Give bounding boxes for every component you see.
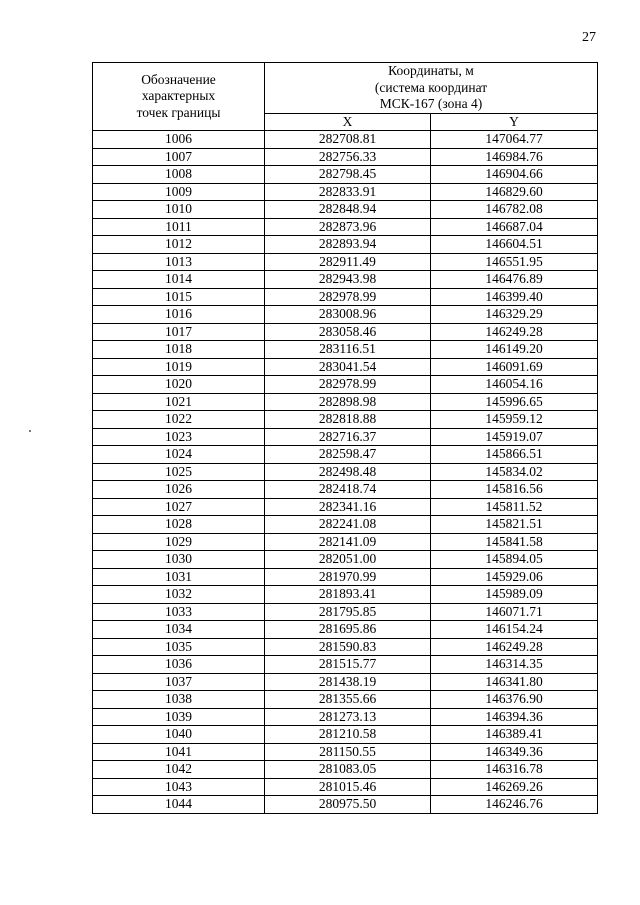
x-coordinate-cell: 282978.99 [265,376,431,394]
point-id-cell: 1032 [93,586,265,604]
y-coordinate-cell: 146249.28 [431,323,598,341]
table-row [93,673,598,691]
x-coordinate-cell: 282893.94 [265,236,431,254]
point-id-cell: 1028 [93,516,265,534]
y-coordinate-cell: 146389.41 [431,726,598,744]
y-coordinate-cell: 145996.65 [431,393,598,411]
table-row [93,761,598,779]
header-x: X [265,113,431,131]
x-coordinate-cell: 281795.85 [265,603,431,621]
y-coordinate-cell: 145821.51 [431,516,598,534]
point-id-cell: 1011 [93,218,265,236]
table-row [93,131,598,149]
point-id-cell: 1043 [93,778,265,796]
point-id-cell: 1036 [93,656,265,674]
table-row [93,638,598,656]
x-coordinate-cell: 282241.08 [265,516,431,534]
table-row [93,218,598,236]
table-row [93,183,598,201]
point-id-cell: 1018 [93,341,265,359]
point-id-cell: 1010 [93,201,265,219]
point-id-cell: 1027 [93,498,265,516]
table-row [93,236,598,254]
point-id-cell: 1025 [93,463,265,481]
table-row [93,253,598,271]
point-id-cell: 1037 [93,673,265,691]
y-coordinate-cell: 146249.28 [431,638,598,656]
table-row [93,498,598,516]
x-coordinate-cell: 281273.13 [265,708,431,726]
y-coordinate-cell: 146054.16 [431,376,598,394]
y-coordinate-cell: 146687.04 [431,218,598,236]
point-id-cell: 1007 [93,148,265,166]
x-coordinate-cell: 282716.37 [265,428,431,446]
page-number: 27 [582,30,596,45]
y-coordinate-cell: 145841.58 [431,533,598,551]
table-row [93,428,598,446]
table-row [93,271,598,289]
y-coordinate-cell: 146341.80 [431,673,598,691]
y-coordinate-cell: 145919.07 [431,428,598,446]
x-coordinate-cell: 282141.09 [265,533,431,551]
y-coordinate-cell: 146329.29 [431,306,598,324]
table-row [93,411,598,429]
x-coordinate-cell: 282818.88 [265,411,431,429]
table-row [93,691,598,709]
x-coordinate-cell: 281590.83 [265,638,431,656]
table-row [93,288,598,306]
table-row [93,446,598,464]
table-row [93,201,598,219]
x-coordinate-cell: 281438.19 [265,673,431,691]
point-id-cell: 1040 [93,726,265,744]
x-coordinate-cell: 282848.94 [265,201,431,219]
y-coordinate-cell: 146246.76 [431,796,598,814]
table-row [93,551,598,569]
x-coordinate-cell: 282051.00 [265,551,431,569]
table-row [93,656,598,674]
table-row [93,376,598,394]
x-coordinate-cell: 281150.55 [265,743,431,761]
x-coordinate-cell: 281970.99 [265,568,431,586]
header-group-line: Координаты, м [388,63,474,78]
y-coordinate-cell: 146376.90 [431,691,598,709]
header-group-line: (система координат [374,79,488,95]
header-col1-line: характерных [141,88,216,104]
coordinates-table [92,62,598,814]
point-id-cell: 1038 [93,691,265,709]
x-coordinate-cell: 281515.77 [265,656,431,674]
y-coordinate-cell: 146154.24 [431,621,598,639]
point-id-cell: 1042 [93,761,265,779]
point-id-cell: 1020 [93,376,265,394]
y-coordinate-cell: 146604.51 [431,236,598,254]
table-row [93,166,598,184]
x-coordinate-cell: 282418.74 [265,481,431,499]
y-coordinate-cell: 146314.35 [431,656,598,674]
point-id-cell: 1008 [93,166,265,184]
table-row [93,306,598,324]
header-point-designation [93,63,265,131]
x-coordinate-cell: 282598.47 [265,446,431,464]
x-coordinate-cell: 282943.98 [265,271,431,289]
y-coordinate-cell: 146399.40 [431,288,598,306]
point-id-cell: 1009 [93,183,265,201]
x-coordinate-cell: 282911.49 [265,253,431,271]
point-id-cell: 1016 [93,306,265,324]
table-row [93,708,598,726]
y-coordinate-cell: 145811.52 [431,498,598,516]
y-coordinate-cell: 145929.06 [431,568,598,586]
x-coordinate-cell: 281695.86 [265,621,431,639]
y-coordinate-cell: 146476.89 [431,271,598,289]
x-coordinate-cell: 282833.91 [265,183,431,201]
x-coordinate-cell: 283058.46 [265,323,431,341]
table-row [93,516,598,534]
scan-speck [29,430,31,432]
x-coordinate-cell: 283041.54 [265,358,431,376]
x-coordinate-cell: 281355.66 [265,691,431,709]
point-id-cell: 1039 [93,708,265,726]
point-id-cell: 1035 [93,638,265,656]
y-coordinate-cell: 145866.51 [431,446,598,464]
table-row [93,621,598,639]
y-coordinate-cell: 146829.60 [431,183,598,201]
header-col1-line: Обозначение [141,71,216,87]
x-coordinate-cell: 281893.41 [265,586,431,604]
header-col1-line: точек границы [136,104,221,120]
table-row [93,586,598,604]
table-row [93,568,598,586]
table-row [93,358,598,376]
header-group-line: МСК-167 (зона 4) [379,96,483,111]
y-coordinate-cell: 146904.66 [431,166,598,184]
table-row [93,481,598,499]
table-row [93,323,598,341]
x-coordinate-cell: 282498.48 [265,463,431,481]
y-coordinate-cell: 146551.95 [431,253,598,271]
x-coordinate-cell: 282341.16 [265,498,431,516]
x-coordinate-cell: 282756.33 [265,148,431,166]
y-coordinate-cell: 146394.36 [431,708,598,726]
x-coordinate-cell: 282898.98 [265,393,431,411]
point-id-cell: 1030 [93,551,265,569]
y-coordinate-cell: 146269.26 [431,778,598,796]
x-coordinate-cell: 282708.81 [265,131,431,149]
y-coordinate-cell: 146091.69 [431,358,598,376]
x-coordinate-cell: 280975.50 [265,796,431,814]
header-coordinates-group [265,63,598,114]
table-row [93,726,598,744]
point-id-cell: 1031 [93,568,265,586]
x-coordinate-cell: 282873.96 [265,218,431,236]
table-row [93,603,598,621]
table-row [93,393,598,411]
table-row [93,778,598,796]
point-id-cell: 1024 [93,446,265,464]
header-y: Y [431,113,598,131]
point-id-cell: 1029 [93,533,265,551]
point-id-cell: 1017 [93,323,265,341]
y-coordinate-cell: 147064.77 [431,131,598,149]
point-id-cell: 1033 [93,603,265,621]
y-coordinate-cell: 146316.78 [431,761,598,779]
point-id-cell: 1022 [93,411,265,429]
table-row [93,463,598,481]
point-id-cell: 1019 [93,358,265,376]
x-coordinate-cell: 281015.46 [265,778,431,796]
y-coordinate-cell: 145959.12 [431,411,598,429]
y-coordinate-cell: 145894.05 [431,551,598,569]
point-id-cell: 1013 [93,253,265,271]
y-coordinate-cell: 146149.20 [431,341,598,359]
point-id-cell: 1014 [93,271,265,289]
point-id-cell: 1006 [93,131,265,149]
point-id-cell: 1034 [93,621,265,639]
table-row [93,148,598,166]
y-coordinate-cell: 146071.71 [431,603,598,621]
point-id-cell: 1041 [93,743,265,761]
y-coordinate-cell: 146984.76 [431,148,598,166]
table-row [93,743,598,761]
x-coordinate-cell: 281083.05 [265,761,431,779]
y-coordinate-cell: 146782.08 [431,201,598,219]
point-id-cell: 1023 [93,428,265,446]
x-coordinate-cell: 282978.99 [265,288,431,306]
x-coordinate-cell: 283008.96 [265,306,431,324]
x-coordinate-cell: 281210.58 [265,726,431,744]
point-id-cell: 1015 [93,288,265,306]
table-row [93,533,598,551]
point-id-cell: 1012 [93,236,265,254]
y-coordinate-cell: 146349.36 [431,743,598,761]
x-coordinate-cell: 283116.51 [265,341,431,359]
y-coordinate-cell: 145834.02 [431,463,598,481]
y-coordinate-cell: 145989.09 [431,586,598,604]
x-coordinate-cell: 282798.45 [265,166,431,184]
table-row [93,796,598,814]
point-id-cell: 1021 [93,393,265,411]
point-id-cell: 1044 [93,796,265,814]
y-coordinate-cell: 145816.56 [431,481,598,499]
point-id-cell: 1026 [93,481,265,499]
table-row [93,341,598,359]
